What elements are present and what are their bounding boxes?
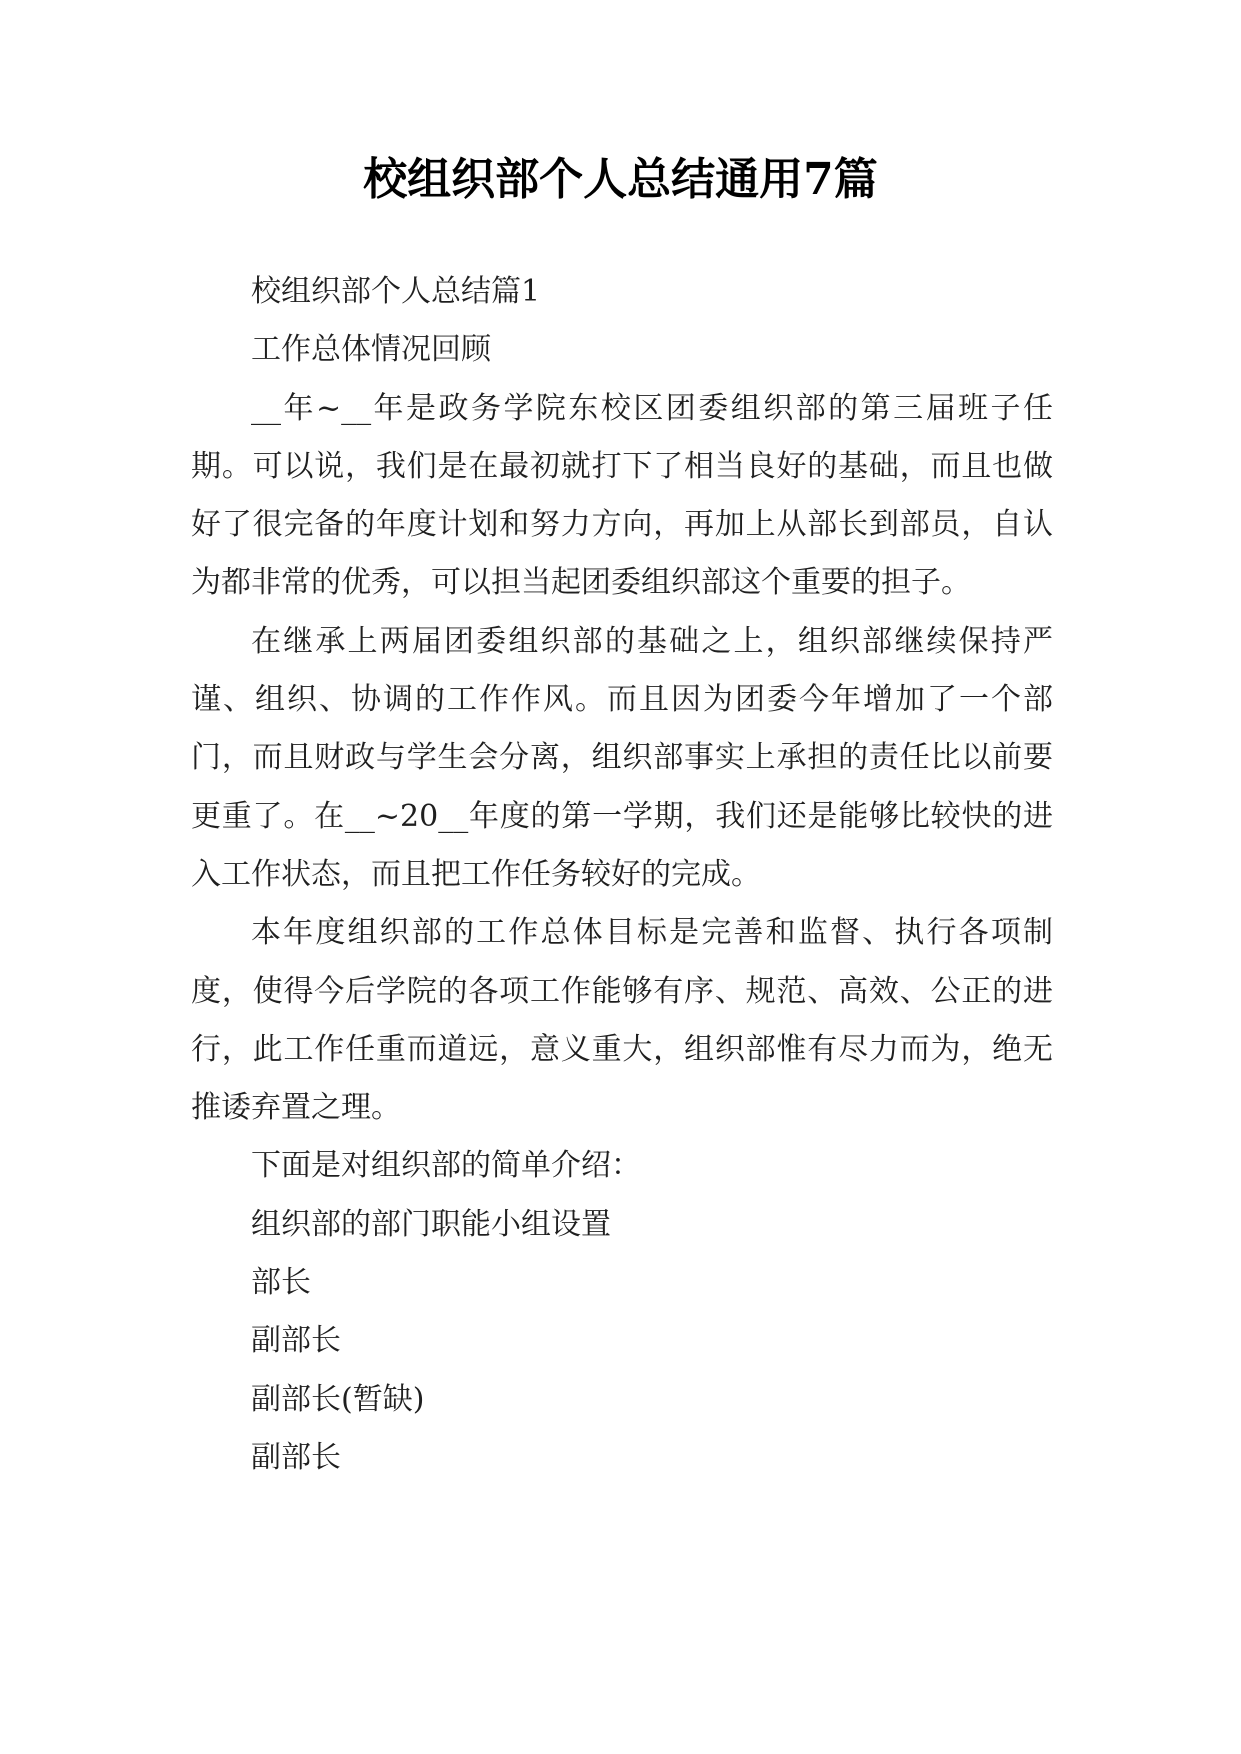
paragraph: 本年度组织部的工作总体目标是完善和监督、执行各项制度，使得今后学院的各项工作能够有序、规范、高效、公正的进行，此工作任重而道远，意义重大，组织部惟有尽力而为，绝无推诿弃置之理。 (191, 915, 1053, 1126)
document-title: 校组织部个人总结通用7篇 (363, 154, 878, 205)
paragraph: 组织部的部门职能小组设置 (251, 1206, 611, 1242)
paragraph: 下面是对组织部的简单介绍： (251, 1148, 641, 1184)
section-heading: 校组织部个人总结篇1 (251, 274, 541, 309)
list-item: 部长 (251, 1265, 311, 1301)
paragraph: __年~__年是政务学院东校区团委组织部的第三届班子任期。可以说，我们是在最初就打下了相当良好的基础，而且也做好了很完备的年度计划和努力方向，再加上从部长到部员，自认为都非常的优秀，可以担当起团委组织部这个重要的担子。 (191, 390, 1053, 601)
list-item: 副部长 (251, 1439, 341, 1475)
document-body (191, 263, 1053, 1487)
paragraph: 在继承上两届团委组织部的基础之上，组织部继续保持严谨、组织、协调的工作作风。而且因为团委今年增加了一个部门，而且财政与学生会分离，组织部事实上承担的责任比以前要更重了。在__~20__年度的第一学期，我们还是能够比较快的进入工作状态，而且把工作任务较好的完成。 (191, 623, 1053, 892)
subsection-heading: 工作总体情况回顾 (251, 332, 491, 368)
list-item: 副部长(暂缺) (251, 1381, 425, 1417)
list-item: 副部长 (251, 1323, 341, 1359)
